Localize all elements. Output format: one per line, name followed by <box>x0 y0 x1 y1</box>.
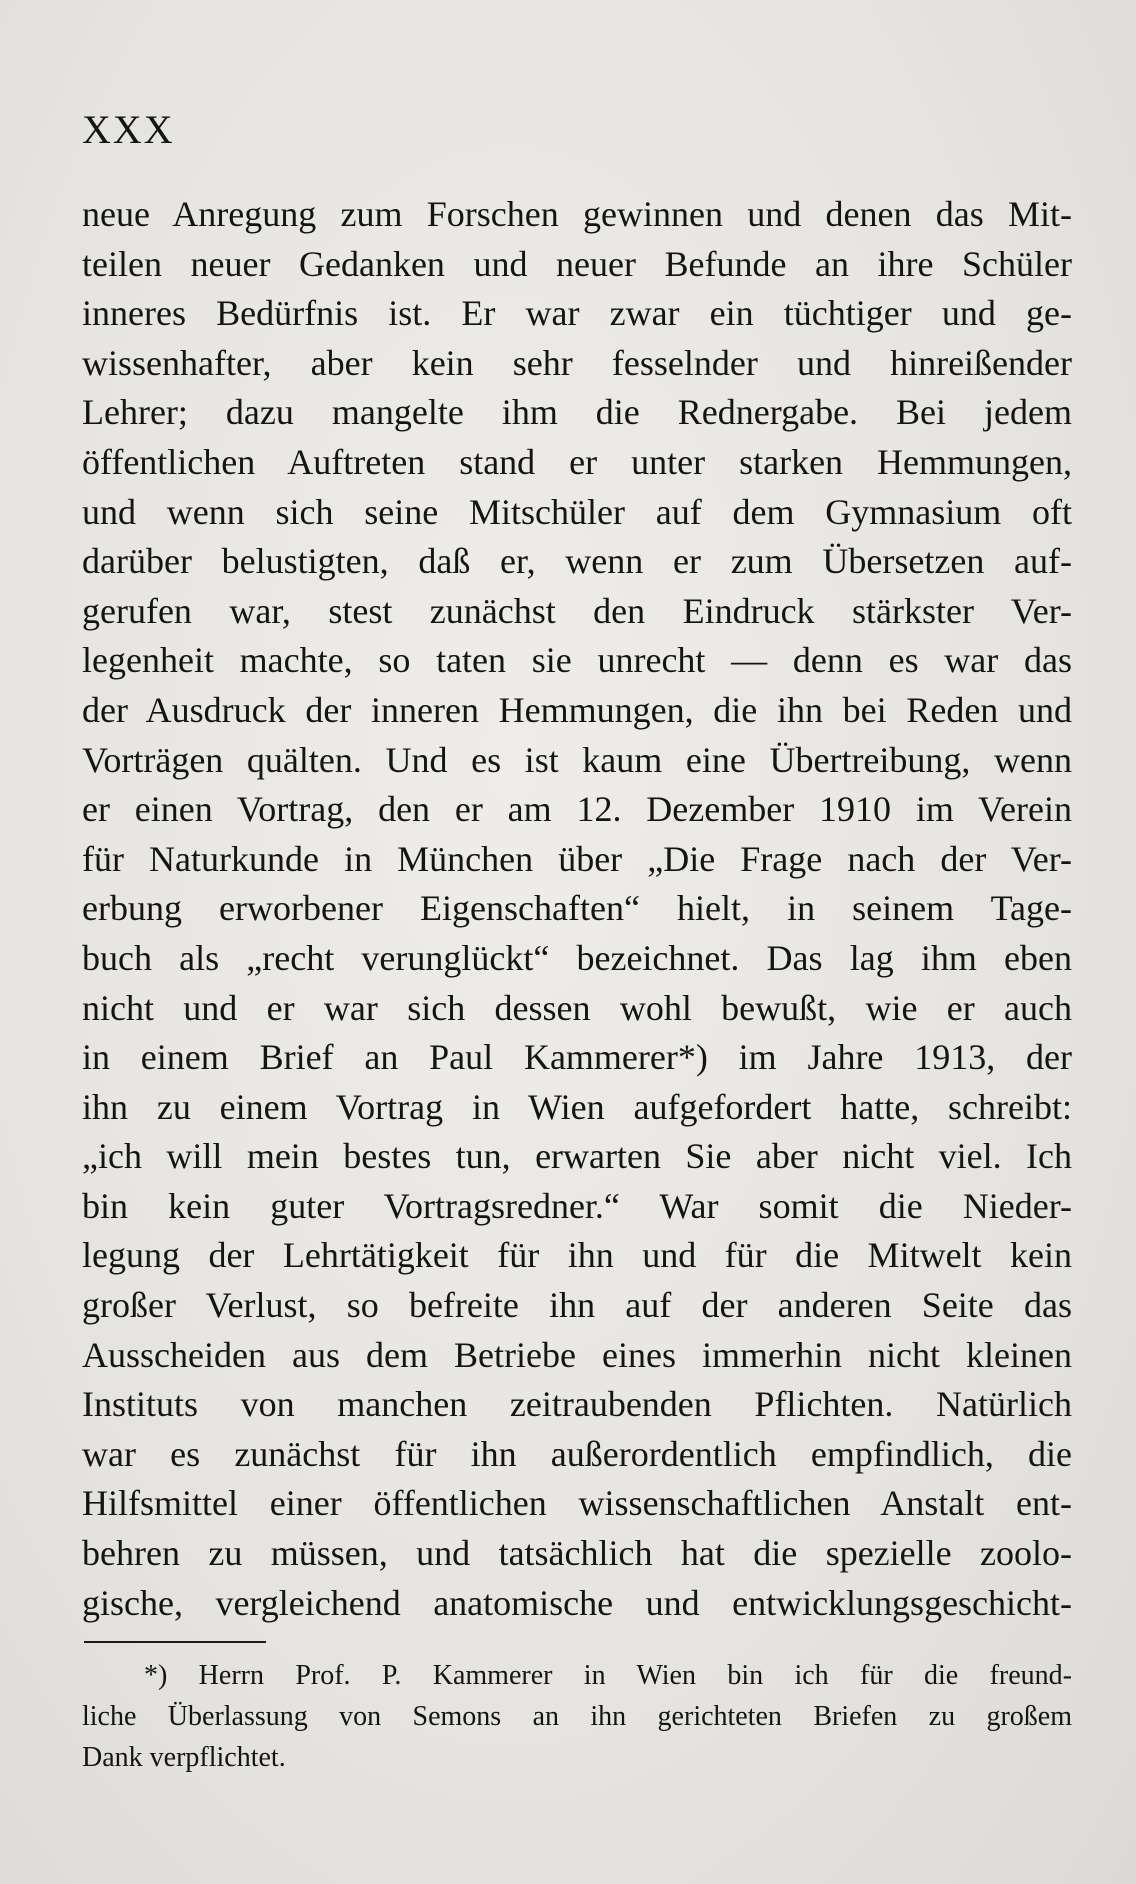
body-line: war es zunächst für ihn außerordentlich empfindlich, die <box>82 1433 1072 1474</box>
body-line: Ausscheiden aus dem Betriebe eines immerhin nicht kleinen <box>82 1334 1072 1375</box>
footnote-line: liche Überlassung von Semons an ihn gerichteten Briefen zu großem <box>82 1701 1072 1732</box>
body-line: „ich will mein bestes tun, erwarten Sie aber nicht viel. Ich <box>82 1136 1072 1177</box>
footnote-divider <box>84 1641 266 1643</box>
body-line: in einem Brief an Paul Kammerer*) im Jahre 1913, der <box>82 1037 1072 1078</box>
body-line: gerufen war, stest zunächst den Eindruck stärkster Ver- <box>82 590 1072 631</box>
body-line: wissenhafter, aber kein sehr fesselnder und hinreißender <box>82 342 1072 383</box>
body-line: öffentlichen Auftreten stand er unter starken Hemmungen, <box>82 441 1072 482</box>
footnote-line: Dank verpflichtet. <box>82 1742 286 1773</box>
body-line: erbung erworbener Eigenschaften“ hielt, in seinem Tage- <box>82 888 1072 929</box>
body-line: legenheit machte, so taten sie unrecht — denn es war das <box>82 640 1072 681</box>
body-line: großer Verlust, so befreite ihn auf der anderen Seite das <box>82 1285 1072 1326</box>
body-line: gische, vergleichend anatomische und entwicklungsgeschicht- <box>82 1582 1072 1623</box>
body-line: neue Anregung zum Forschen gewinnen und denen das Mit- <box>82 194 1072 234</box>
body-line: behren zu müssen, und tatsächlich hat die spezielle zoolo- <box>82 1533 1072 1574</box>
footnote-line: *) Herrn Prof. P. Kammerer in Wien bin ich für die freund- <box>144 1660 1072 1691</box>
body-line: ihn zu einem Vortrag in Wien aufgefordert hatte, schreibt: <box>82 1086 1072 1127</box>
body-line: und wenn sich seine Mitschüler auf dem Gymnasium oft <box>82 491 1072 532</box>
footnote <box>82 1655 1072 1778</box>
body-line: inneres Bedürfnis ist. Er war zwar ein tüchtiger und ge- <box>82 293 1072 334</box>
body-line: für Naturkunde in München über „Die Frage nach der Ver- <box>82 838 1072 879</box>
body-line: Lehrer; dazu mangelte ihm die Rednergabe. Bei jedem <box>82 392 1072 433</box>
body-line: er einen Vortrag, den er am 12. Dezember 1910 im Verein <box>82 789 1072 830</box>
body-line: Vorträgen quälten. Und es ist kaum eine Übertreibung, wenn <box>82 739 1072 780</box>
body-line: buch als „recht verunglückt“ bezeichnet. Das lag ihm eben <box>82 937 1072 978</box>
body-line: Hilfsmittel einer öffentlichen wissenschaftlichen Anstalt ent- <box>82 1483 1072 1524</box>
body-line: nicht und er war sich dessen wohl bewußt, wie er auch <box>82 987 1072 1028</box>
body-line: bin kein guter Vortragsredner.“ War somit die Nieder- <box>82 1185 1072 1226</box>
body-text <box>82 190 1072 1628</box>
body-line: teilen neuer Gedanken und neuer Befunde an ihre Schüler <box>82 243 1072 284</box>
body-line: darüber belustigten, daß er, wenn er zum Übersetzen auf- <box>82 541 1072 582</box>
body-line: Instituts von manchen zeitraubenden Pflichten. Natürlich <box>82 1384 1072 1425</box>
page-number: XXX <box>82 107 175 152</box>
body-line: legung der Lehrtätigkeit für ihn und für die Mitwelt kein <box>82 1235 1072 1276</box>
body-line: der Ausdruck der inneren Hemmungen, die ihn bei Reden und <box>82 689 1072 730</box>
